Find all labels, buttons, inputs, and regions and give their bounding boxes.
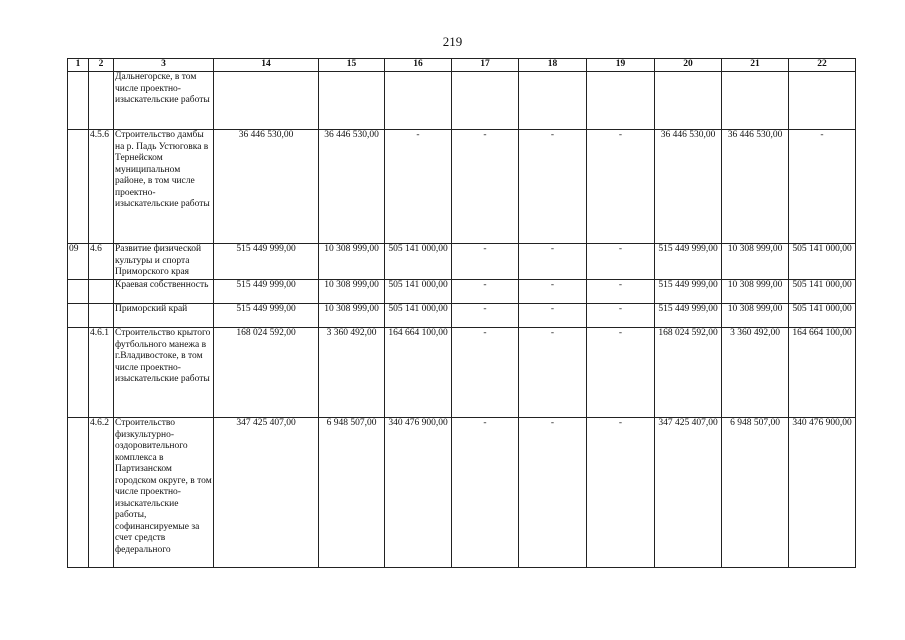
value-cell: 515 449 999,00 — [214, 280, 319, 304]
value-cell — [587, 72, 655, 130]
value-cell: - — [519, 304, 587, 328]
value-cell: 168 024 592,00 — [655, 328, 722, 418]
value-cell: 10 308 999,00 — [319, 244, 385, 280]
value-cell: 515 449 999,00 — [655, 280, 722, 304]
value-cell: 515 449 999,00 — [655, 244, 722, 280]
value-cell: - — [587, 418, 655, 568]
value-cell: - — [789, 130, 856, 244]
value-cell: 515 449 999,00 — [214, 244, 319, 280]
value-cell: 10 308 999,00 — [722, 244, 789, 280]
table-row — [68, 304, 856, 328]
value-cell: 505 141 000,00 — [789, 304, 856, 328]
header-row — [68, 59, 856, 72]
header-cell: 19 — [587, 59, 655, 72]
table-row — [68, 280, 856, 304]
value-cell — [385, 72, 452, 130]
value-cell: - — [452, 328, 519, 418]
value-cell: 515 449 999,00 — [655, 304, 722, 328]
description-cell: Строительство дамбы на р. Падь Устюговка в Тернейском муниципальном районе, в том числе проектно-изыскательские работы — [114, 130, 214, 244]
value-cell: 505 141 000,00 — [385, 304, 452, 328]
code-cell — [68, 280, 89, 304]
budget-table — [67, 58, 856, 568]
header-cell: 1 — [68, 59, 89, 72]
header-cell: 18 — [519, 59, 587, 72]
item-number-cell — [89, 304, 114, 328]
header-cell: 21 — [722, 59, 789, 72]
value-cell: 36 446 530,00 — [655, 130, 722, 244]
description-cell: Развитие физической культуры и спорта Приморского края — [114, 244, 214, 280]
header-cell: 2 — [89, 59, 114, 72]
value-cell: 505 141 000,00 — [385, 280, 452, 304]
item-number-cell — [89, 72, 114, 130]
table-row — [68, 244, 856, 280]
value-cell: 36 446 530,00 — [722, 130, 789, 244]
value-cell: 340 476 900,00 — [789, 418, 856, 568]
value-cell: - — [587, 130, 655, 244]
value-cell: - — [519, 418, 587, 568]
value-cell: 6 948 507,00 — [319, 418, 385, 568]
value-cell: - — [587, 304, 655, 328]
value-cell: 10 308 999,00 — [319, 304, 385, 328]
value-cell: 340 476 900,00 — [385, 418, 452, 568]
item-number-cell: 4.5.6 — [89, 130, 114, 244]
header-cell: 14 — [214, 59, 319, 72]
code-cell — [68, 328, 89, 418]
value-cell: - — [587, 328, 655, 418]
value-cell — [655, 72, 722, 130]
value-cell: - — [519, 280, 587, 304]
value-cell: - — [452, 280, 519, 304]
header-cell: 16 — [385, 59, 452, 72]
value-cell: - — [452, 130, 519, 244]
value-cell: 515 449 999,00 — [214, 304, 319, 328]
code-cell: 09 — [68, 244, 89, 280]
value-cell — [789, 72, 856, 130]
code-cell — [68, 130, 89, 244]
item-number-cell: 4.6.1 — [89, 328, 114, 418]
value-cell: - — [519, 328, 587, 418]
header-cell: 17 — [452, 59, 519, 72]
value-cell: - — [385, 130, 452, 244]
value-cell: 505 141 000,00 — [385, 244, 452, 280]
value-cell: 168 024 592,00 — [214, 328, 319, 418]
header-cell: 22 — [789, 59, 856, 72]
table-row — [68, 418, 856, 568]
value-cell: 36 446 530,00 — [319, 130, 385, 244]
description-cell: Дальнегорске, в том числе проектно-изыскательские работы — [114, 72, 214, 130]
value-cell: 10 308 999,00 — [319, 280, 385, 304]
value-cell: 10 308 999,00 — [722, 304, 789, 328]
value-cell: 3 360 492,00 — [722, 328, 789, 418]
header-cell: 20 — [655, 59, 722, 72]
value-cell — [519, 72, 587, 130]
table-row — [68, 328, 856, 418]
value-cell: - — [452, 244, 519, 280]
item-number-cell: 4.6 — [89, 244, 114, 280]
value-cell: 505 141 000,00 — [789, 280, 856, 304]
value-cell: - — [587, 280, 655, 304]
table-row — [68, 72, 856, 130]
header-cell: 3 — [114, 59, 214, 72]
value-cell: 164 664 100,00 — [789, 328, 856, 418]
item-number-cell — [89, 280, 114, 304]
code-cell — [68, 304, 89, 328]
value-cell: 3 360 492,00 — [319, 328, 385, 418]
value-cell: 347 425 407,00 — [655, 418, 722, 568]
description-cell: Приморский край — [114, 304, 214, 328]
value-cell — [722, 72, 789, 130]
code-cell — [68, 418, 89, 568]
description-cell: Краевая собственность — [114, 280, 214, 304]
value-cell: - — [519, 244, 587, 280]
value-cell: - — [519, 130, 587, 244]
value-cell — [319, 72, 385, 130]
value-cell: - — [452, 304, 519, 328]
description-cell: Строительство физкультурно-оздоровительного комплекса в Партизанском городском округе, в том числе проектно-изыскательские работы, софинансируемые за счет средств федерального — [114, 418, 214, 568]
item-number-cell: 4.6.2 — [89, 418, 114, 568]
value-cell: 10 308 999,00 — [722, 280, 789, 304]
table-row — [68, 130, 856, 244]
header-cell: 15 — [319, 59, 385, 72]
value-cell: 347 425 407,00 — [214, 418, 319, 568]
code-cell — [68, 72, 89, 130]
value-cell: 505 141 000,00 — [789, 244, 856, 280]
value-cell — [214, 72, 319, 130]
value-cell: 164 664 100,00 — [385, 328, 452, 418]
description-cell: Строительство крытого футбольного манежа в г.Владивостоке, в том числе проектно-изыскательские работы — [114, 328, 214, 418]
value-cell: - — [587, 244, 655, 280]
value-cell: - — [452, 418, 519, 568]
value-cell: 36 446 530,00 — [214, 130, 319, 244]
value-cell: 6 948 507,00 — [722, 418, 789, 568]
value-cell — [452, 72, 519, 130]
page-number: 219 — [442, 34, 463, 49]
